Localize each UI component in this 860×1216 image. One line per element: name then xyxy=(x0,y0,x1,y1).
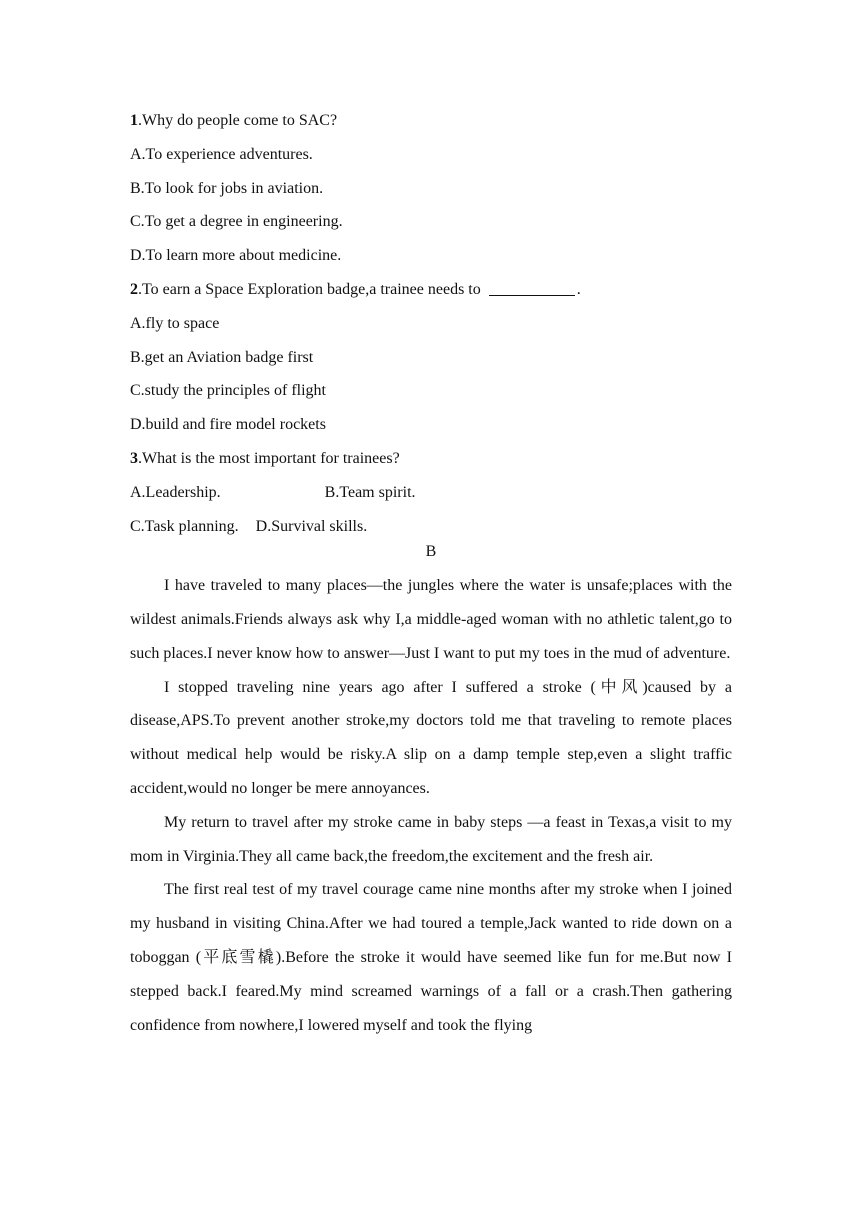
question-number: 1 xyxy=(130,112,138,129)
question-text-end: . xyxy=(576,280,581,298)
passage-paragraph-2: I stopped traveling nine years ago after I suffered a stroke (中风)caused by a disease,APS.To prevent another stroke,my doctors told me that traveling to remote places without medical help would be risky.A slip on a damp temple step,even a slight traffic accident,would no longer be mere annoyances. xyxy=(130,678,732,797)
option-d: D.build and fire model rockets xyxy=(130,416,326,434)
option-c: C.study the principles of flight xyxy=(130,382,326,400)
question-text: .What is the most important for trainees? xyxy=(138,449,400,467)
option-a: A.fly to space xyxy=(130,314,220,332)
option-d: D.Survival skills. xyxy=(255,517,368,535)
option-a: A.To experience adventures. xyxy=(130,145,313,163)
option-b: B.get an Aviation badge first xyxy=(130,348,314,366)
answer-blank xyxy=(489,279,575,296)
question-text: .To earn a Space Exploration badge,a trainee needs to xyxy=(138,280,481,298)
option-d: D.To learn more about medicine. xyxy=(130,247,342,265)
passage-paragraph-1: I have traveled to many places—the jungles where the water is unsafe;places with the wildest animals.Friends always ask why I,a middle-aged woman with no athletic talent,go to such places.I never know how to answer—Just I want to put my toes in the mud of adventure. xyxy=(130,577,732,662)
option-b: B.Team spirit. xyxy=(324,483,416,501)
passage-paragraph-3: My return to travel after my stroke came in baby steps —a feast in Texas,a visit to my mom in Virginia.They all came back,the freedom,the excitement and the fresh air. xyxy=(130,813,732,865)
question-1 xyxy=(130,104,732,138)
question-2 xyxy=(130,273,732,307)
question-text: .Why do people come to SAC? xyxy=(138,112,338,129)
options-row-ab xyxy=(130,476,732,510)
question-3 xyxy=(130,442,732,476)
option-c: C.To get a degree in engineering. xyxy=(130,213,343,231)
section-label: B xyxy=(425,543,437,561)
document-page xyxy=(130,104,732,1042)
passage-paragraph-4: The first real test of my travel courage came nine months after my stroke when I joined my husband in visiting China.After we had toured a temple,Jack wanted to ride down on a toboggan (平底雪橇).Before the stroke it would have seemed like fun for me.But now I stepped back.I feared.My mind screamed warnings of a fall or a crash.Then gathering confidence from nowhere,I lowered myself and took the flying xyxy=(130,881,732,1034)
option-c: C.Task planning. xyxy=(130,517,239,535)
question-number: 3 xyxy=(130,449,138,467)
question-number: 2 xyxy=(130,280,138,298)
option-a: A.Leadership. xyxy=(130,483,221,501)
option-b: B.To look for jobs in aviation. xyxy=(130,179,324,197)
